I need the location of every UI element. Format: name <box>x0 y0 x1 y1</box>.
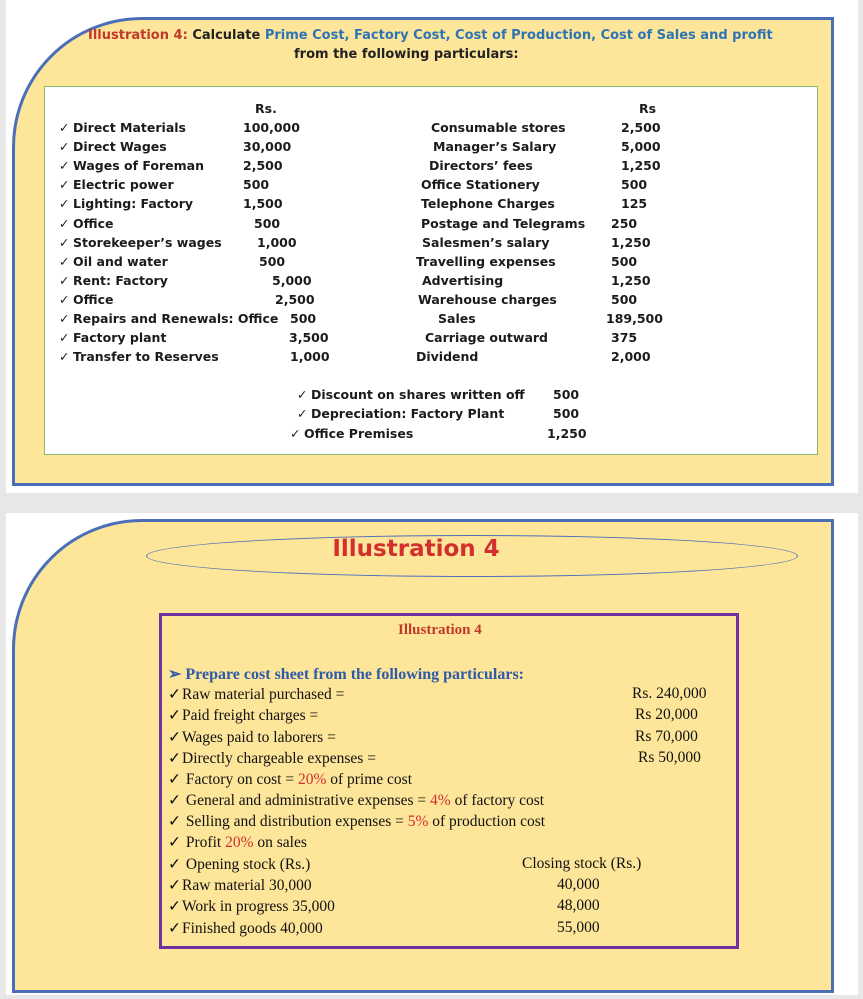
item-value: 1,500 <box>243 196 283 212</box>
right-item-value: 5,000 <box>621 139 661 155</box>
stock-line <box>168 876 312 895</box>
closing-stock-value: 55,000 <box>557 918 600 936</box>
closing-stock-label: Closing stock (Rs.) <box>522 855 642 872</box>
left-item-row <box>59 311 278 326</box>
right-item-value: 250 <box>611 215 638 231</box>
item-value: 500 <box>553 387 580 402</box>
check-icon: ✓ <box>59 253 70 269</box>
factory-on-cost-post: of prime cost <box>326 771 413 788</box>
right-item-label: Carriage outward <box>425 330 548 346</box>
left-item-row <box>59 273 168 288</box>
box-heading: Illustration 4 <box>398 622 482 638</box>
right-item-value: 2,500 <box>621 120 661 135</box>
item-value: 3,500 <box>289 330 329 346</box>
item-value: 1,250 <box>547 425 587 441</box>
right-item-value: 1,250 <box>611 272 651 288</box>
arrow-icon: ➢ <box>168 666 182 683</box>
cost-item-value: Rs 70,000 <box>635 727 698 745</box>
title-topics: Prime Cost, Factory Cost, Cost of Production, Cost of Sales and profit <box>264 28 773 43</box>
factory-on-cost-line <box>168 770 412 789</box>
check-icon: ✓ <box>59 291 70 307</box>
left-item-row <box>59 292 113 307</box>
check-icon: ✓ <box>59 349 70 365</box>
cost-sheet-box <box>159 613 739 949</box>
profit-line <box>168 833 307 852</box>
right-item-label: Dividend <box>416 349 479 365</box>
check-icon: ✓ <box>168 707 181 725</box>
item-label: Direct Materials <box>73 120 186 135</box>
right-item-value: 125 <box>621 196 648 212</box>
right-item-value: 500 <box>611 253 638 269</box>
check-icon: ✓ <box>59 311 70 326</box>
check-icon: ✓ <box>59 330 70 346</box>
item-label: Electric power <box>73 177 174 193</box>
selling-line <box>168 812 545 831</box>
item-value: 500 <box>254 215 281 231</box>
item-label: Wages of Foreman <box>73 158 204 174</box>
admin-post: of factory cost <box>450 792 545 809</box>
right-item-label: Advertising <box>422 272 504 288</box>
particulars-box <box>44 86 818 455</box>
right-item-value: 375 <box>611 330 638 346</box>
opening-label: Opening stock (Rs.) <box>185 856 311 873</box>
check-icon: ✓ <box>168 919 181 937</box>
right-item-value: 500 <box>611 291 638 307</box>
stock-line <box>168 919 323 938</box>
slide-1-title <box>88 28 773 43</box>
item-label: Factory plant <box>73 330 167 346</box>
title-label: Illustration 4: <box>88 28 188 43</box>
check-icon: ✓ <box>59 215 70 231</box>
bottom-item-row <box>290 426 413 441</box>
left-item-row <box>59 349 219 364</box>
selling-pct: 5% <box>407 813 429 830</box>
right-item-label: Telephone Charges <box>421 196 555 212</box>
item-label: Office <box>73 291 114 307</box>
left-item-row <box>59 196 193 211</box>
check-icon: ✓ <box>168 792 181 809</box>
check-icon: ✓ <box>59 196 70 212</box>
cost-item-line <box>168 685 344 704</box>
right-item-label: Postage and Telegrams <box>421 215 586 231</box>
right-item-label: Travelling expenses <box>416 253 556 269</box>
cost-item-text: Paid freight charges = <box>182 707 319 725</box>
item-label: Repairs and Renewals: Office <box>73 311 279 326</box>
slide-1-subtitle: from the following particulars: <box>294 47 519 62</box>
item-value: 500 <box>243 177 270 193</box>
cost-item-line <box>168 749 376 768</box>
check-icon: ✓ <box>168 749 181 767</box>
left-item-row <box>59 158 204 173</box>
check-icon: ✓ <box>168 728 181 746</box>
item-value: 100,000 <box>243 120 300 135</box>
item-value: 500 <box>553 406 580 422</box>
left-item-row <box>59 216 113 231</box>
admin-pct: 4% <box>430 792 451 809</box>
item-value: 2,500 <box>275 291 315 307</box>
check-icon: ✓ <box>168 771 181 788</box>
check-icon: ✓ <box>59 158 70 174</box>
check-icon: ✓ <box>59 272 70 288</box>
check-icon: ✓ <box>168 898 181 916</box>
opening-stock-text: Finished goods 40,000 <box>182 919 323 937</box>
left-item-row <box>59 120 186 135</box>
item-label: Rent: Factory <box>73 272 168 288</box>
profit-pct: 20% <box>225 834 254 851</box>
opening-stock-text: Raw material 30,000 <box>182 877 312 894</box>
left-item-row <box>59 235 222 250</box>
cost-item-value: Rs 50,000 <box>638 748 701 766</box>
stock-line <box>168 897 335 916</box>
right-item-label: Directors’ fees <box>429 158 533 174</box>
item-value: 2,500 <box>243 158 283 174</box>
item-value: 5,000 <box>272 272 312 288</box>
prepare-text: Prepare cost sheet from the following particulars: <box>185 666 525 683</box>
item-label: Office <box>73 215 114 231</box>
selling-pre: Selling and distribution expenses = <box>185 813 408 830</box>
left-item-row <box>59 177 174 192</box>
right-item-value: 500 <box>621 177 648 193</box>
right-item-label: Consumable stores <box>431 120 566 135</box>
profit-pre: Profit <box>185 834 226 851</box>
check-icon: ✓ <box>168 834 181 851</box>
right-item-label: Salesmen’s salary <box>422 234 550 250</box>
closing-stock-value: 48,000 <box>557 897 600 915</box>
right-item-value: 1,250 <box>621 158 661 174</box>
right-item-label: Manager’s Salary <box>433 139 557 155</box>
item-value: 500 <box>290 311 317 326</box>
slide-1 <box>6 0 858 493</box>
item-label: Depreciation: Factory Plant <box>311 406 505 422</box>
check-icon: ✓ <box>59 139 70 155</box>
opening-stock-text: Work in progress 35,000 <box>182 898 335 916</box>
prepare-line <box>168 664 524 684</box>
item-value: 1,000 <box>257 234 297 250</box>
admin-pre: General and administrative expenses = <box>185 792 431 809</box>
check-icon: ✓ <box>59 177 70 193</box>
check-icon: ✓ <box>168 877 181 894</box>
cost-item-text: Wages paid to laborers = <box>182 728 336 746</box>
right-item-label: Office Stationery <box>421 177 540 193</box>
profit-post: on sales <box>253 834 307 851</box>
item-value: 30,000 <box>243 139 292 155</box>
check-icon: ✓ <box>168 686 181 703</box>
item-value: 1,000 <box>290 349 330 365</box>
opening-stock-label <box>168 855 310 874</box>
bottom-item-row <box>297 387 525 402</box>
item-label: Storekeeper’s wages <box>73 234 222 250</box>
check-icon: ✓ <box>168 813 181 830</box>
check-icon: ✓ <box>297 387 308 402</box>
factory-on-cost-pre: Factory on cost = <box>185 771 298 788</box>
check-icon: ✓ <box>297 406 308 422</box>
title-verb: Calculate <box>192 28 261 43</box>
item-label: Office Premises <box>304 425 414 441</box>
cost-item-value: Rs. 240,000 <box>632 685 707 702</box>
right-item-value: 2,000 <box>611 349 651 365</box>
cost-item-text: Directly chargeable expenses = <box>182 749 376 767</box>
left-item-row <box>59 254 168 269</box>
right-item-value: 1,250 <box>611 234 651 250</box>
cost-item-line <box>168 706 318 725</box>
right-item-label: Warehouse charges <box>418 291 557 307</box>
left-item-row <box>59 330 166 345</box>
right-item-value: 189,500 <box>606 311 663 326</box>
item-value: 500 <box>259 253 286 269</box>
item-label: Oil and water <box>73 253 168 269</box>
item-label: Lighting: Factory <box>73 196 194 212</box>
check-icon: ✓ <box>168 856 181 873</box>
factory-on-cost-pct: 20% <box>297 771 327 788</box>
item-label: Transfer to Reserves <box>73 349 219 365</box>
selling-post: of production cost <box>428 813 546 830</box>
right-item-label: Sales <box>438 311 476 326</box>
check-icon: ✓ <box>290 425 301 441</box>
check-icon: ✓ <box>59 234 70 250</box>
item-label: Direct Wages <box>73 139 167 155</box>
cost-item-value: Rs 20,000 <box>635 706 698 724</box>
slide-2 <box>6 513 858 995</box>
left-item-row <box>59 139 167 154</box>
cost-item-text: Raw material purchased = <box>182 686 345 703</box>
cost-item-line <box>168 728 336 747</box>
closing-stock-value: 40,000 <box>557 876 600 893</box>
bottom-item-row <box>297 406 504 421</box>
col-header-left: Rs. <box>255 101 277 116</box>
check-icon: ✓ <box>59 120 70 135</box>
admin-line <box>168 791 544 810</box>
col-header-right: Rs <box>639 101 657 116</box>
item-label: Discount on shares written off <box>311 387 525 402</box>
slide-2-title: Illustration 4 <box>332 536 500 562</box>
